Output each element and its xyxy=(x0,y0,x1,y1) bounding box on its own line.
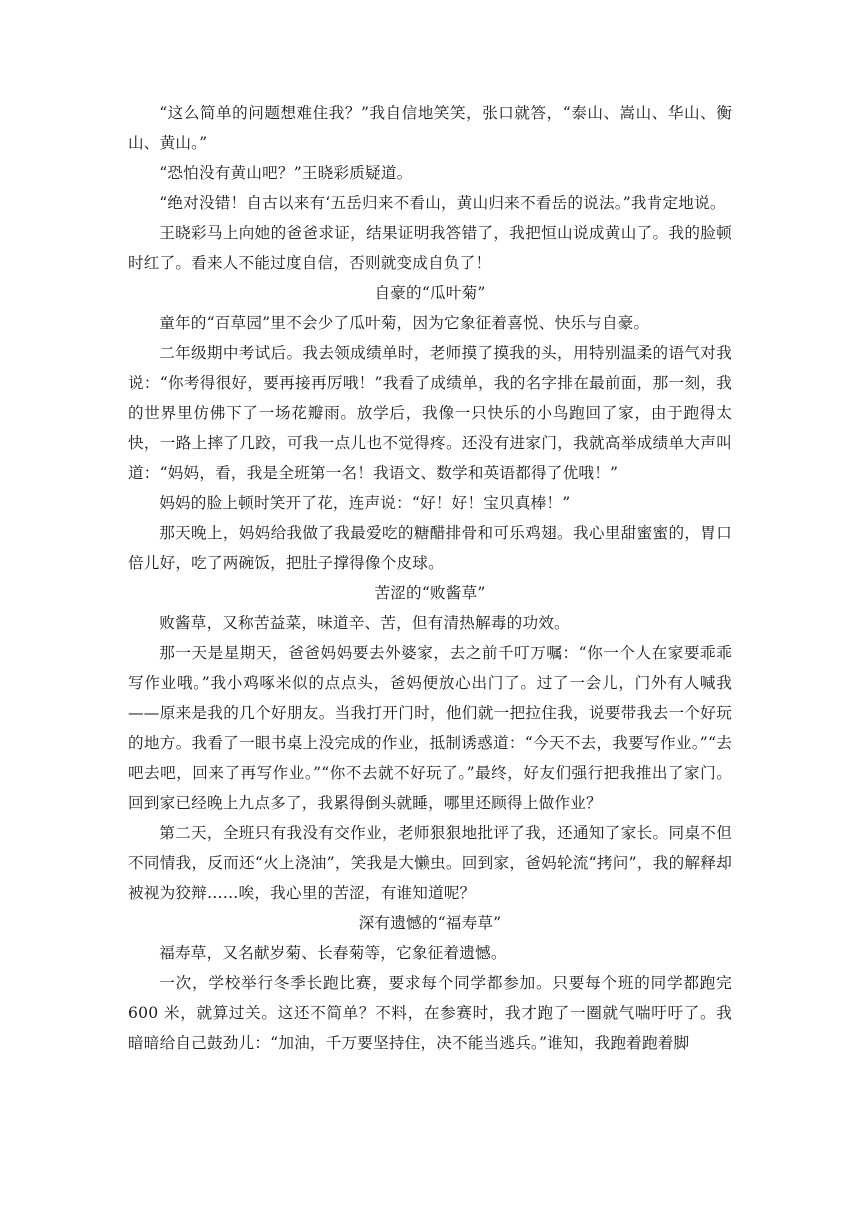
paragraph: 福寿草，又名献岁菊、长春菊等，它象征着遗憾。 xyxy=(159,944,507,962)
paragraph: 那一天是星期天，爸爸妈妈要去外婆家，去之前千叮万嘱：“你一个人在家要乖乖写作业哦。”我小鸡啄米似的点点头，爸妈便放心出门了。过了一会儿，门外有人喊我——原来是我的几个好朋友。当我打开门时，他们就一把拉住我，说要带我去一个好玩的地方。我看了一眼书桌上没完成的作业，抵制诱惑道：“今天不去，我要写作业。”“去吧去吧，回来了再写作业。”“你不去就不好玩了。”最终，好友们强行把我推出了家门。回到家已经晚上九点多了，我累得倒头就睡，哪里还顾得上做作业？ xyxy=(128,644,732,812)
section-heading: 深有遗憾的“福寿草” xyxy=(358,914,502,932)
paragraph: 妈妈的脸上顿时笑开了花，连声说：“好！好！宝贝真棒！” xyxy=(159,494,571,512)
paragraph: “恐怕没有黄山吧？”王晓彩质疑道。 xyxy=(159,164,413,182)
section-heading: 苦涩的“败酱草” xyxy=(374,584,486,602)
paragraph: 第二天，全班只有我没有交作业，老师狠狠地批评了我，还通知了家长。同桌不但不同情我，反而还“火上浇油”，笑我是大懒虫。回到家，爸妈轮流“拷问”，我的解释却被视为狡辩……唉，我心里的苦涩，有谁知道呢？ xyxy=(128,824,732,902)
paragraph: 王晓彩马上向她的爸爸求证，结果证明我答错了，我把恒山说成黄山了。我的脸顿时红了。看来人不能过度自信，否则就变成自负了！ xyxy=(128,224,732,272)
paragraph: “这么简单的问题想难住我？”我自信地笑笑，张口就答，“泰山、嵩山、华山、衡山、黄山。” xyxy=(128,104,732,152)
section-heading: 自豪的“瓜叶菊” xyxy=(374,284,486,302)
paragraph: 童年的“百草园”里不会少了瓜叶菊，因为它象征着喜悦、快乐与自豪。 xyxy=(159,314,650,332)
document-page xyxy=(128,98,732,1058)
paragraph: “绝对没错！自古以来有‘五岳归来不看山，黄山归来不看岳的说法。”我肯定地说。 xyxy=(159,194,726,212)
paragraph: 败酱草，又称苦益菜，味道辛、苦，但有清热解毒的功效。 xyxy=(159,614,570,632)
paragraph: 二年级期中考试后。我去领成绩单时，老师摸了摸我的头，用特别温柔的语气对我说：“你考得很好，要再接再厉哦！”我看了成绩单，我的名字排在最前面，那一刻，我的世界里仿佛下了一场花瓣雨。放学后，我像一只快乐的小鸟跑回了家，由于跑得太快，一路上摔了几跤，可我一点儿也不觉得疼。还没有进家门，我就高举成绩单大声叫道：“妈妈，看，我是全班第一名！我语文、数学和英语都得了优哦！” xyxy=(128,344,732,482)
paragraph: 那天晚上，妈妈给我做了我最爱吃的糖醋排骨和可乐鸡翅。我心里甜蜜蜜的，胃口倍儿好，吃了两碗饭，把肚子撑得像个皮球。 xyxy=(128,524,732,572)
paragraph: 一次，学校举行冬季长跑比赛，要求每个同学都参加。只要每个班的同学都跑完600 米，就算过关。这还不简单？不料，在参赛时，我才跑了一圈就气喘吁吁了。我暗暗给自己鼓劲儿：“加油，千万要坚持住，决不能当逃兵。”谁知，我跑着跑着脚 xyxy=(128,974,732,1052)
